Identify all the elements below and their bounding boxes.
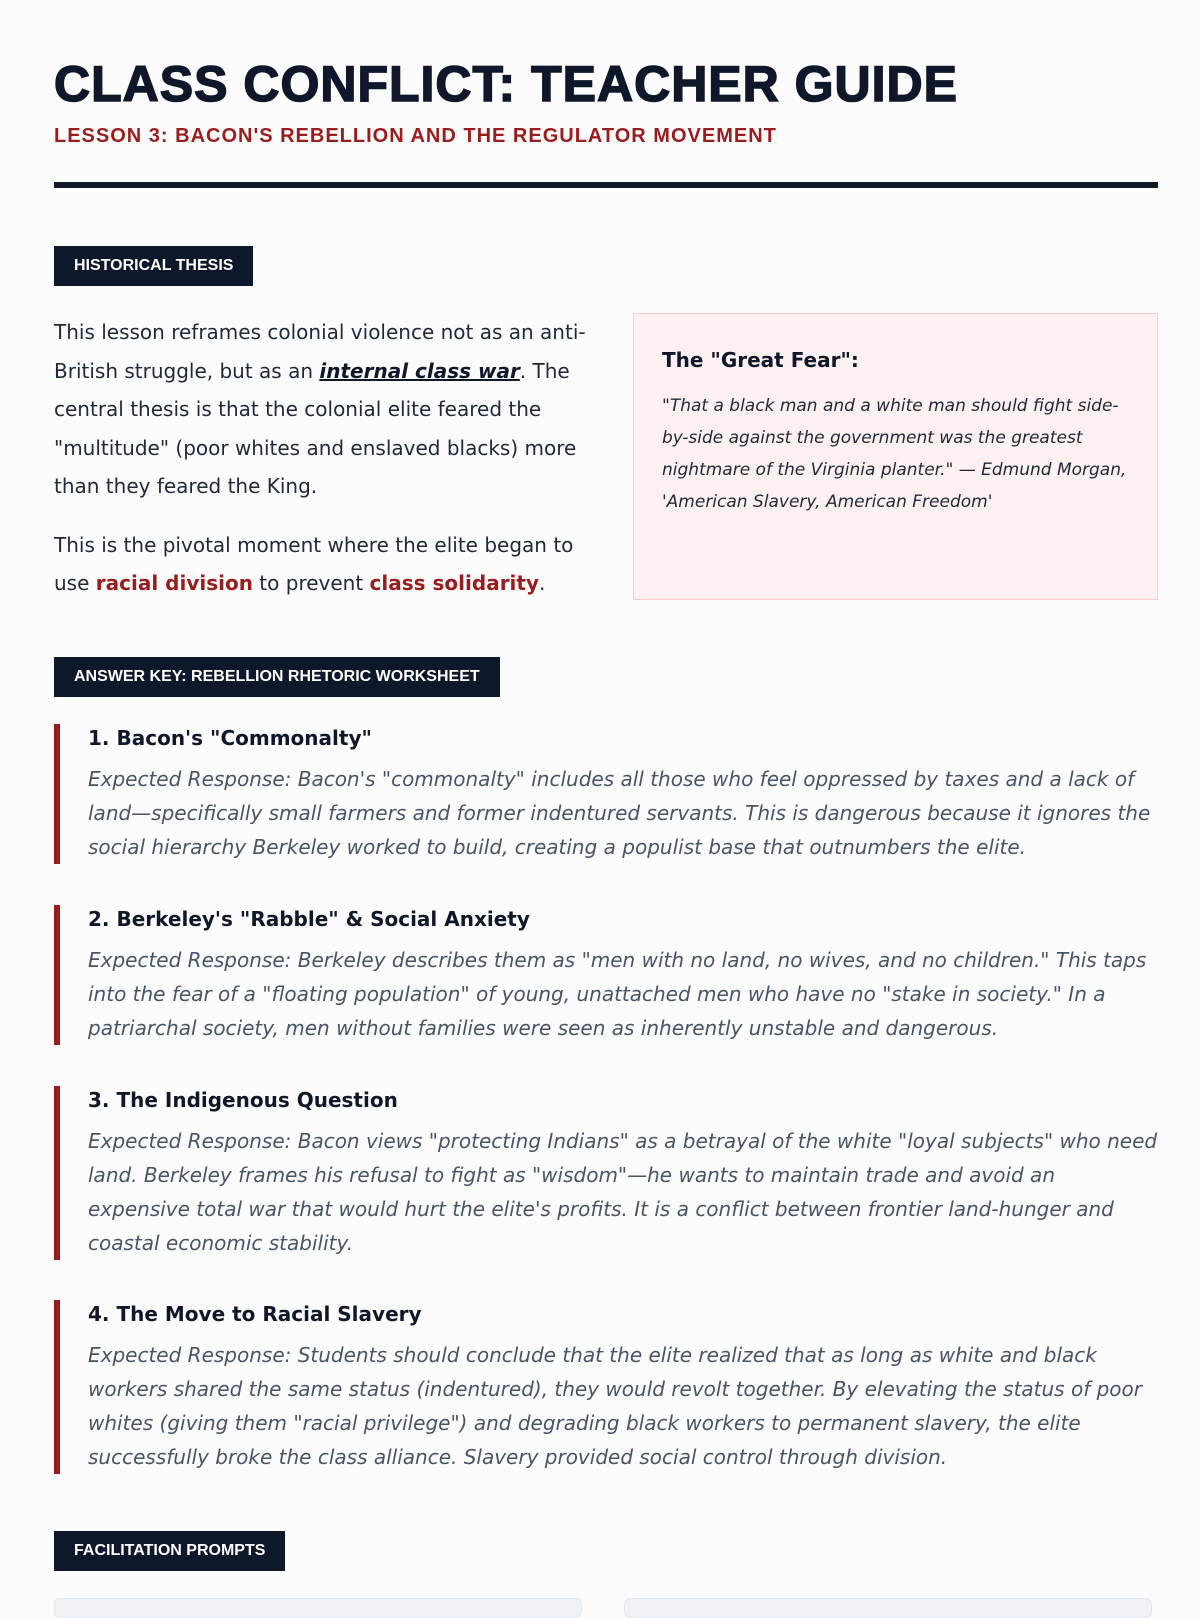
callout-title: The "Great Fear": — [662, 348, 859, 372]
answer-body: Expected Response: Students should conclude that the elite realized that as long as white and black workers shared the same status (indentured), they would revolt together. By elevating the status of poor whites (giving them "racial privilege") and degrading black workers to permanent slavery, the elite successfully broke the class alliance. Slavery provided social control through division. — [88, 1343, 1142, 1469]
answer-item — [54, 724, 1158, 864]
great-fear-callout — [633, 313, 1158, 600]
answer-item — [54, 1300, 1158, 1474]
section-label-thesis: HISTORICAL THESIS — [54, 246, 253, 286]
text: to prevent — [252, 571, 370, 595]
answer-body: Expected Response: Bacon views "protecting Indians" as a betrayal of the white "loyal subjects" who need land. Berkeley frames his refusal to fight as "wisdom"—he wants to maintain trade and avoid an expensive total war that would hurt the elite's profits. It is a conflict between frontier land-hunger and coastal economic stability. — [88, 1129, 1158, 1255]
prompt-card — [54, 1598, 582, 1618]
page-title: CLASS CONFLICT: TEACHER GUIDE — [54, 56, 958, 112]
answer-title: 4. The Move to Racial Slavery — [88, 1302, 422, 1326]
thesis-paragraph-2 — [54, 526, 594, 603]
answer-title: 1. Bacon's "Commonalty" — [88, 726, 372, 750]
text: This lesson reframes colonial violence not as an anti-British struggle, but as an — [54, 320, 586, 383]
section-label-facilitation: FACILITATION PROMPTS — [54, 1531, 285, 1571]
answer-body: Expected Response: Bacon's "commonalty" includes all those who feel oppressed by taxes and a lack of land—specifically small farmers and former indentured servants. This is dangerous because it ignores the social hierarchy Berkeley worked to build, creating a populist base that outnumbers the elite. — [88, 767, 1151, 859]
lesson-subtitle: LESSON 3: BACON'S REBELLION AND THE REGULATOR MOVEMENT — [54, 125, 777, 147]
answer-body: Expected Response: Berkeley describes them as "men with no land, no wives, and no children." This taps into the fear of a "floating population" of young, unattached men who have no "stake in society." In a patriarchal society, men without families were seen as inherently unstable and dangerous. — [88, 948, 1147, 1040]
answer-title: 2. Berkeley's "Rabble" & Social Anxiety — [88, 907, 530, 931]
answer-item — [54, 1086, 1158, 1260]
highlight-racial-division: racial division — [95, 571, 253, 595]
text: . — [539, 571, 546, 595]
highlight-class-solidarity: class solidarity — [369, 571, 540, 595]
thesis-paragraph-1 — [54, 313, 594, 506]
header-divider — [54, 182, 1158, 188]
prompt-card — [624, 1598, 1152, 1618]
answer-title: 3. The Indigenous Question — [88, 1088, 398, 1112]
text: This is the pivotal moment where the elite began to use — [54, 532, 574, 595]
emphasis-internal-class-war: internal class war — [319, 358, 520, 383]
text: . The central thesis is that the colonial elite feared the "multitude" (poor whites and enslaved blacks) more than they feared the King. — [54, 358, 577, 498]
answer-item — [54, 905, 1158, 1045]
section-label-answer-key: ANSWER KEY: REBELLION RHETORIC WORKSHEET — [54, 657, 500, 697]
callout-quote: "That a black man and a white man should fight side-by-side against the government was the greatest nightmare of the Virginia planter." — Edmund Morgan, 'American Slavery, American Freedom' — [662, 396, 1127, 512]
thesis-text — [54, 313, 594, 623]
